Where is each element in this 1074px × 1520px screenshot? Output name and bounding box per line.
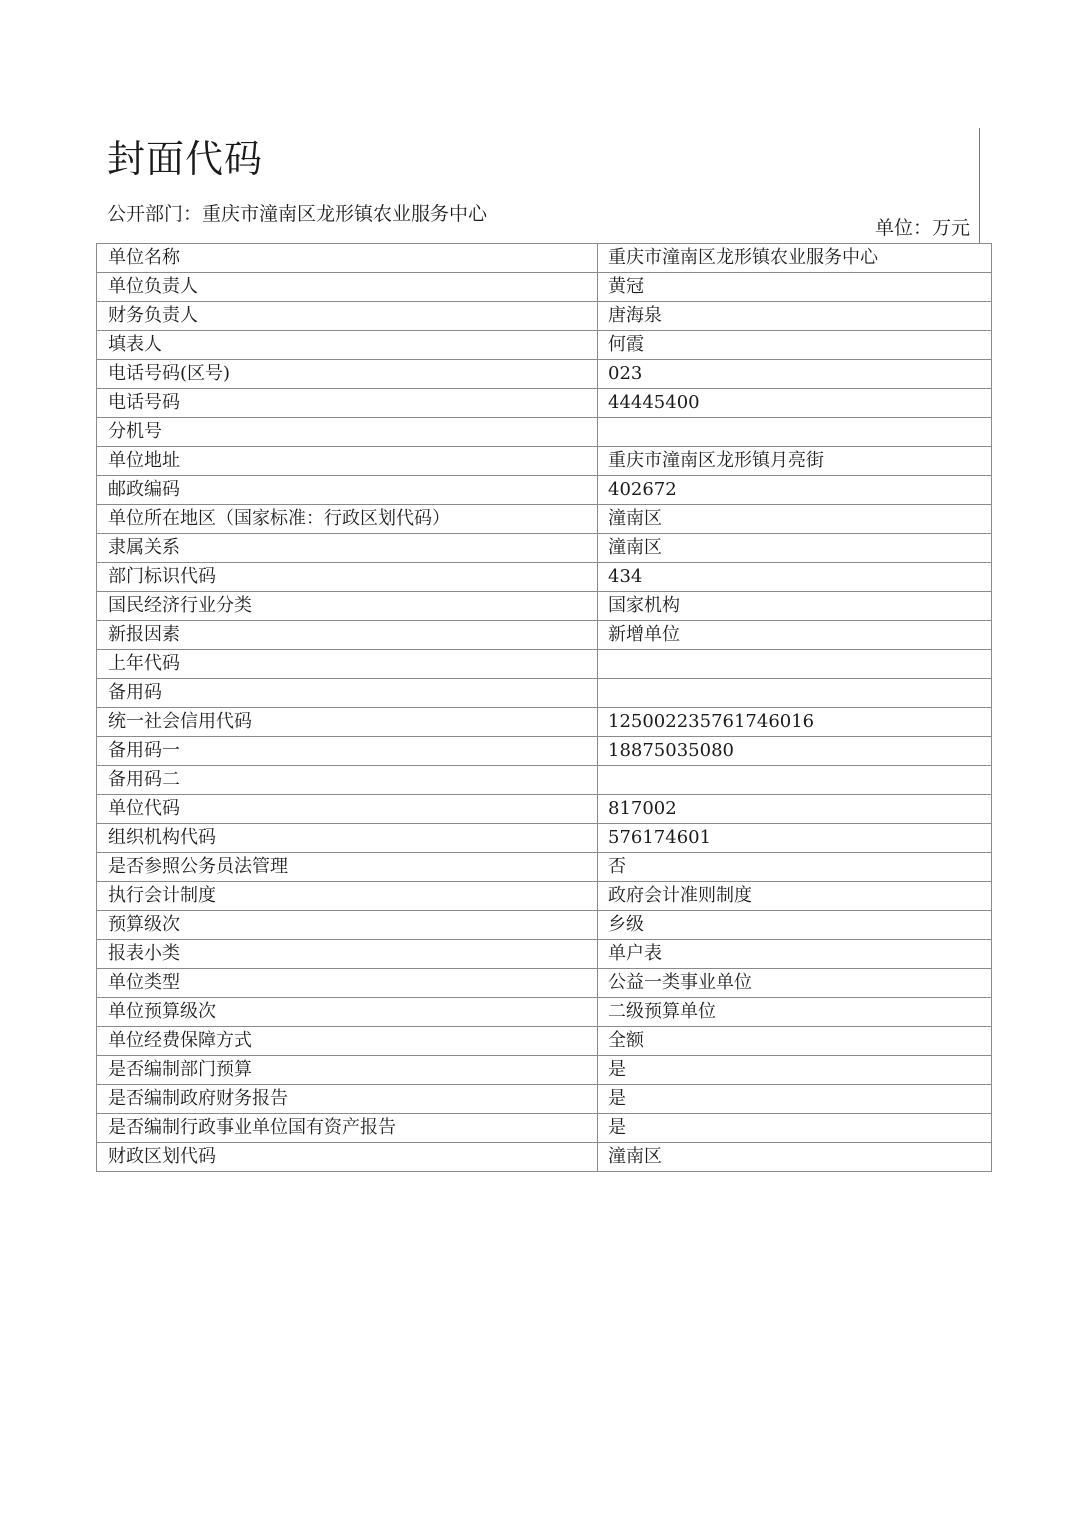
row-label: 上年代码: [97, 650, 598, 679]
row-label: 财务负责人: [97, 302, 598, 331]
table-row: [97, 766, 992, 795]
table-row: [97, 302, 992, 331]
row-value: 单户表: [598, 940, 992, 969]
row-value: 国家机构: [598, 592, 992, 621]
table-row: [97, 708, 992, 737]
table-row: [97, 650, 992, 679]
table-row: [97, 679, 992, 708]
department-line: 公开部门：重庆市潼南区龙形镇农业服务中心: [107, 203, 488, 225]
row-label: 新报因素: [97, 621, 598, 650]
cover-code-table-body: [97, 244, 992, 1172]
row-label: 财政区划代码: [97, 1143, 598, 1172]
row-label: 电话号码(区号): [97, 360, 598, 389]
row-label: 单位预算级次: [97, 998, 598, 1027]
row-value: 重庆市潼南区龙形镇农业服务中心: [598, 244, 992, 273]
table-row: [97, 1143, 992, 1172]
table-row: [97, 911, 992, 940]
table-row: [97, 737, 992, 766]
row-label: 单位类型: [97, 969, 598, 998]
table-row: [97, 389, 992, 418]
row-value: 公益一类事业单位: [598, 969, 992, 998]
row-label: 电话号码: [97, 389, 598, 418]
row-label: 是否编制部门预算: [97, 1056, 598, 1085]
unit-line: 单位：万元: [874, 217, 970, 239]
table-row: [97, 592, 992, 621]
row-value: 潼南区: [598, 534, 992, 563]
row-value: 否: [598, 853, 992, 882]
row-value: 817002: [598, 795, 992, 824]
table-row: [97, 1027, 992, 1056]
row-value: 何霞: [598, 331, 992, 360]
row-label: 执行会计制度: [97, 882, 598, 911]
row-value: 023: [598, 360, 992, 389]
table-row: [97, 621, 992, 650]
row-value: 黄冠: [598, 273, 992, 302]
row-value: 是: [598, 1085, 992, 1114]
row-value: 政府会计准则制度: [598, 882, 992, 911]
row-label: 是否编制行政事业单位国有资产报告: [97, 1114, 598, 1143]
row-label: 是否参照公务员法管理: [97, 853, 598, 882]
row-value: [598, 766, 992, 795]
row-label: 单位负责人: [97, 273, 598, 302]
row-value: 44445400: [598, 389, 992, 418]
row-value: 潼南区: [598, 1143, 992, 1172]
row-label: 预算级次: [97, 911, 598, 940]
table-row: [97, 1085, 992, 1114]
row-value: 576174601: [598, 824, 992, 853]
row-value: [598, 679, 992, 708]
table-row: [97, 1114, 992, 1143]
row-value: [598, 418, 992, 447]
table-row: [97, 534, 992, 563]
table-row: [97, 882, 992, 911]
row-label: 组织机构代码: [97, 824, 598, 853]
table-row: [97, 795, 992, 824]
row-value: [598, 650, 992, 679]
table-row: [97, 1056, 992, 1085]
row-value: 潼南区: [598, 505, 992, 534]
row-value: 402672: [598, 476, 992, 505]
row-label: 填表人: [97, 331, 598, 360]
row-value: 18875035080: [598, 737, 992, 766]
table-row: [97, 476, 992, 505]
row-label: 备用码二: [97, 766, 598, 795]
cover-code-table: [96, 243, 992, 1172]
row-label: 单位名称: [97, 244, 598, 273]
table-row: [97, 505, 992, 534]
row-label: 单位所在地区（国家标准：行政区划代码）: [97, 505, 598, 534]
row-value: 全额: [598, 1027, 992, 1056]
row-value: 二级预算单位: [598, 998, 992, 1027]
table-row: [97, 244, 992, 273]
table-row: [97, 447, 992, 476]
table-row: [97, 824, 992, 853]
row-value: 是: [598, 1114, 992, 1143]
table-row: [97, 998, 992, 1027]
row-value: 重庆市潼南区龙形镇月亮街: [598, 447, 992, 476]
row-value: 434: [598, 563, 992, 592]
table-row: [97, 331, 992, 360]
row-label: 单位地址: [97, 447, 598, 476]
header-right-rule: [979, 128, 980, 243]
row-value: 唐海泉: [598, 302, 992, 331]
row-label: 单位经费保障方式: [97, 1027, 598, 1056]
table-row: [97, 969, 992, 998]
table-row: [97, 563, 992, 592]
row-label: 隶属关系: [97, 534, 598, 563]
row-label: 备用码: [97, 679, 598, 708]
row-value: 125002235761746016: [598, 708, 992, 737]
row-label: 部门标识代码: [97, 563, 598, 592]
row-label: 分机号: [97, 418, 598, 447]
row-label: 单位代码: [97, 795, 598, 824]
table-row: [97, 940, 992, 969]
row-label: 是否编制政府财务报告: [97, 1085, 598, 1114]
page-title: 封面代码: [107, 137, 264, 181]
row-value: 乡级: [598, 911, 992, 940]
row-label: 报表小类: [97, 940, 598, 969]
table-row: [97, 853, 992, 882]
table-row: [97, 418, 992, 447]
row-label: 统一社会信用代码: [97, 708, 598, 737]
table-row: [97, 360, 992, 389]
row-label: 邮政编码: [97, 476, 598, 505]
row-label: 备用码一: [97, 737, 598, 766]
row-label: 国民经济行业分类: [97, 592, 598, 621]
table-row: [97, 273, 992, 302]
row-value: 新增单位: [598, 621, 992, 650]
row-value: 是: [598, 1056, 992, 1085]
